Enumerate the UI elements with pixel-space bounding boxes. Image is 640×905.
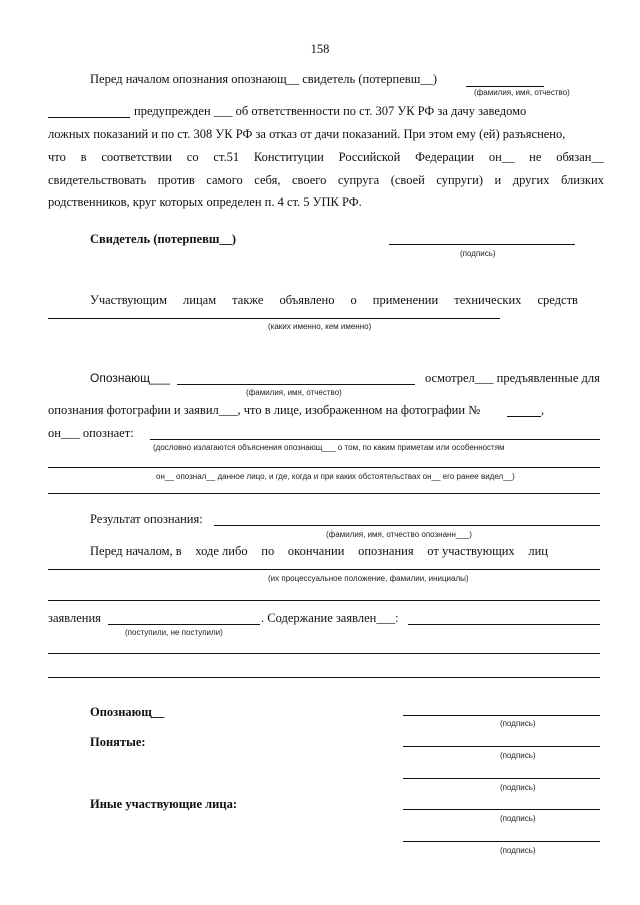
zayav-caption: (поступили, не поступили) <box>125 628 223 637</box>
identifier-caption: (фамилия, имя, отчество) <box>246 388 342 397</box>
w: свидетельствовать <box>48 173 147 187</box>
identifier-signature-label: Опознающ__ <box>90 705 165 719</box>
comma: , <box>541 403 545 417</box>
w: близких <box>560 173 604 187</box>
tech-line <box>90 293 578 308</box>
w: со <box>186 150 199 164</box>
w: опознания <box>358 544 414 558</box>
statements-line <box>90 544 548 559</box>
w: также <box>232 293 264 307</box>
w: и <box>494 173 502 187</box>
witness-signature-line[interactable] <box>389 244 575 245</box>
w: не <box>529 150 542 164</box>
identifying-line-2: опознания фотографии и заявил___, что в лице, изображенном на фотографии № <box>48 403 481 417</box>
participants-field[interactable] <box>48 569 600 570</box>
page-number: 158 <box>310 42 330 56</box>
w: средств <box>537 293 578 307</box>
w: себя, <box>254 173 281 187</box>
identifier-end: осмотрел___ предъявленные для <box>425 371 600 385</box>
zayav-line-3[interactable] <box>48 677 600 678</box>
zayav-content-field[interactable] <box>408 624 600 625</box>
witness-signature-caption: (подпись) <box>460 249 496 258</box>
other-2-signature-caption: (подпись) <box>500 846 536 855</box>
w: окончании <box>287 544 345 558</box>
w: ходе либо <box>195 544 248 558</box>
w: ст.51 <box>213 150 240 164</box>
witness-2-signature-caption: (подпись) <box>500 783 536 792</box>
identifier-start: Опознающ___ <box>90 371 171 385</box>
explanation-line-1[interactable] <box>48 467 600 468</box>
intro-line-4 <box>48 150 604 165</box>
witnesses-label: Понятые: <box>90 735 146 749</box>
result-caption: (фамилия, имя, отчество опознанн___) <box>326 530 472 539</box>
w: других <box>512 173 550 187</box>
w: своего <box>291 173 327 187</box>
intro-name-caption: (фамилия, имя, отчество) <box>474 88 570 97</box>
w: супруги) <box>436 173 483 187</box>
w: по <box>261 544 275 558</box>
w: супруга <box>337 173 380 187</box>
identifies-field[interactable] <box>150 439 600 440</box>
others-label: Иные участвующие лица: <box>90 797 237 811</box>
tech-line-field[interactable] <box>48 318 500 319</box>
tech-caption: (каких именно, кем именно) <box>268 322 372 331</box>
other-1-signature-line[interactable] <box>403 809 600 810</box>
w: обязан__ <box>556 150 604 164</box>
w: лиц <box>528 544 548 558</box>
photo-number-field[interactable] <box>507 416 541 417</box>
intro-line-2: предупрежден ___ об ответственности по ст. 307 УК РФ за дачу заведомо <box>134 104 527 118</box>
intro-name-line[interactable] <box>466 86 544 87</box>
explanation-line-2[interactable] <box>48 493 600 494</box>
intro-line-6: родственников, круг которых определен п. 4 ст. 5 УПК РФ. <box>48 195 362 209</box>
identifier-signature-line[interactable] <box>403 715 600 716</box>
other-2-signature-line[interactable] <box>403 841 600 842</box>
result-label: Результат опознания: <box>90 512 203 526</box>
zayav-line-2[interactable] <box>48 653 600 654</box>
identifier-name-line[interactable] <box>177 384 415 385</box>
participants-line-2[interactable] <box>48 600 600 601</box>
intro-line-5 <box>48 173 604 188</box>
w: от участвующих <box>427 544 515 558</box>
w: применении <box>372 293 439 307</box>
intro-line-1: Перед началом опознания опознающ__ свидетель (потерпевш__) <box>90 72 437 86</box>
w: (своей <box>390 173 425 187</box>
w: Участвующим <box>90 293 167 307</box>
witness-label: Свидетель (потерпевш__) <box>90 232 237 246</box>
w: лицам <box>183 293 217 307</box>
zayav-status-field[interactable] <box>108 624 260 625</box>
w: соответствии <box>101 150 172 164</box>
w: Российской <box>338 150 401 164</box>
zayav-mid: . Содержание заявлен___: <box>261 611 399 625</box>
w: Перед началом, в <box>90 544 182 558</box>
w: объявлено <box>279 293 335 307</box>
witness-1-signature-line[interactable] <box>403 746 600 747</box>
w: в <box>80 150 87 164</box>
w: самого <box>206 173 243 187</box>
witness-2-signature-line[interactable] <box>403 778 600 779</box>
identifier-signature-caption: (подпись) <box>500 719 536 728</box>
w: против <box>157 173 195 187</box>
w: он__ <box>488 150 515 164</box>
w: о <box>350 293 357 307</box>
witness-1-signature-caption: (подпись) <box>500 751 536 760</box>
w: что <box>48 150 66 164</box>
intro-line-3: ложных показаний и по ст. 308 УК РФ за отказ от дачи показаний. При этом ему (ей) разъяснено, <box>48 127 566 141</box>
w: Федерации <box>415 150 475 164</box>
identifying-caption-2: (дословно излагаются объяснения опознающ___ о том, по каким приметам или особенностям <box>153 443 505 452</box>
result-field[interactable] <box>214 525 600 526</box>
identifying-line-3: он___ опознает: <box>48 426 134 440</box>
other-1-signature-caption: (подпись) <box>500 814 536 823</box>
identifying-caption-3: он__ опознал__ данное лицо, и где, когда и при каких обстоятельствах он__ его ранее видел__) <box>156 472 515 481</box>
zayav-start: заявления <box>48 611 101 625</box>
intro-prefix-line[interactable] <box>48 117 130 118</box>
w: Конституции <box>253 150 324 164</box>
w: технических <box>454 293 522 307</box>
statements-caption: (их процессуальное положение, фамилии, инициалы) <box>268 574 469 583</box>
